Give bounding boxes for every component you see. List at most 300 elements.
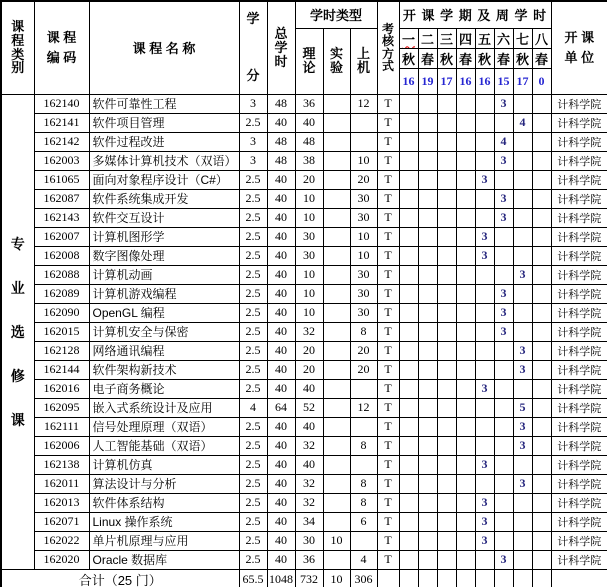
course-code: 162143 xyxy=(34,208,89,227)
computer-hours-value xyxy=(350,132,377,151)
semester-8-week-hours: 0 xyxy=(532,68,551,94)
computer-hours-value: 12 xyxy=(350,398,377,417)
total-hours-value: 40 xyxy=(267,322,295,341)
theory-hours-value: 32 xyxy=(295,322,323,341)
semester-5-hours: 3 xyxy=(475,170,494,189)
semester-1-hours xyxy=(399,284,418,303)
computer-hours-value: 30 xyxy=(350,303,377,322)
course-name: 单片机原理与应用 xyxy=(89,531,239,550)
category-char: 业 xyxy=(10,279,25,296)
header-semester-2-ordinal: 二 xyxy=(418,28,437,48)
assessment-value: T xyxy=(377,132,399,151)
header-assessment-text: 考 核 方 式 xyxy=(381,21,394,74)
total-offering-unit xyxy=(551,569,607,587)
lab-hours-value xyxy=(323,208,350,227)
total-hours-value: 40 xyxy=(267,436,295,455)
header-semester-3-ordinal: 三 xyxy=(437,28,456,48)
lab-hours-value xyxy=(323,170,350,189)
theory-hours-value: 40 xyxy=(295,379,323,398)
course-code: 162095 xyxy=(34,398,89,417)
semester-8-hours xyxy=(532,284,551,303)
credit-value: 2.5 xyxy=(239,303,267,322)
semester-2-hours xyxy=(418,474,437,493)
assessment-value: T xyxy=(377,379,399,398)
total-hours-value: 64 xyxy=(267,398,295,417)
lab-hours-value xyxy=(323,94,350,113)
semester-7-hours: 3 xyxy=(513,436,532,455)
semester-7-hours xyxy=(513,170,532,189)
semester-7-hours xyxy=(513,379,532,398)
semester-1-hours xyxy=(399,151,418,170)
course-name: 计算机安全与保密 xyxy=(89,322,239,341)
semester-2-hours xyxy=(418,151,437,170)
lab-hours-value xyxy=(323,474,350,493)
semester-7-hours xyxy=(513,322,532,341)
course-rows xyxy=(1,94,607,587)
semester-6-hours xyxy=(494,455,513,474)
offering-unit: 计科学院 xyxy=(551,455,607,474)
course-name: 计算机仿真 xyxy=(89,455,239,474)
total-theory: 732 xyxy=(295,569,323,587)
course-row xyxy=(1,170,607,189)
credit-value: 2.5 xyxy=(239,474,267,493)
header-offering-unit-text: 开 课 单 位 xyxy=(564,29,595,65)
theory-hours-value: 10 xyxy=(295,303,323,322)
semester-1-hours xyxy=(399,208,418,227)
semester-5-hours xyxy=(475,189,494,208)
semester-2-hours xyxy=(418,265,437,284)
course-code: 162020 xyxy=(34,550,89,569)
semester-8-hours xyxy=(532,341,551,360)
semester-4-hours xyxy=(456,113,475,132)
computer-hours-value: 6 xyxy=(350,512,377,531)
semester-7-hours xyxy=(513,208,532,227)
header-assessment xyxy=(377,1,399,94)
semester-5-hours: 3 xyxy=(475,227,494,246)
semester-5-hours: 3 xyxy=(475,246,494,265)
semester-8-hours xyxy=(532,303,551,322)
course-code: 162111 xyxy=(34,417,89,436)
semester-8-hours xyxy=(532,208,551,227)
semester-2-hours xyxy=(418,208,437,227)
semester-7-hours xyxy=(513,531,532,550)
course-name: 计算机游戏编程 xyxy=(89,284,239,303)
semester-1-hours xyxy=(399,360,418,379)
total-hours-value: 40 xyxy=(267,208,295,227)
assessment-value: T xyxy=(377,227,399,246)
header-course-code-text: 课 程 编 码 xyxy=(46,29,77,65)
header-lab-text: 实 验 xyxy=(329,46,343,75)
course-name: 算法设计与分析 xyxy=(89,474,239,493)
semester-8-hours xyxy=(532,493,551,512)
credit-value: 2.5 xyxy=(239,208,267,227)
computer-hours-value: 30 xyxy=(350,189,377,208)
total-computer: 306 xyxy=(350,569,377,587)
course-code: 162141 xyxy=(34,113,89,132)
semester-3-hours xyxy=(437,94,456,113)
course-code: 162087 xyxy=(34,189,89,208)
course-row xyxy=(1,284,607,303)
lab-hours-value xyxy=(323,493,350,512)
total-hours-value: 40 xyxy=(267,455,295,474)
spellcheck-squiggle: 一 xyxy=(401,31,415,47)
semester-4-hours xyxy=(456,322,475,341)
assessment-value: T xyxy=(377,531,399,550)
course-row xyxy=(1,474,607,493)
semester-6-hours xyxy=(494,417,513,436)
total-assessment xyxy=(377,569,399,587)
credit-value: 2.5 xyxy=(239,493,267,512)
semester-7-hours xyxy=(513,189,532,208)
assessment-value: T xyxy=(377,284,399,303)
offering-unit: 计科学院 xyxy=(551,170,607,189)
semester-7-hours xyxy=(513,227,532,246)
semester-4-hours xyxy=(456,151,475,170)
semester-7-hours: 3 xyxy=(513,341,532,360)
total-hours-value: 48 xyxy=(267,151,295,170)
theory-hours-value: 10 xyxy=(295,208,323,227)
semester-6-hours xyxy=(494,436,513,455)
theory-hours-value: 52 xyxy=(295,398,323,417)
computer-hours-value xyxy=(350,417,377,436)
credit-value: 2.5 xyxy=(239,531,267,550)
semester-5-hours xyxy=(475,360,494,379)
lab-hours-value xyxy=(323,550,350,569)
computer-hours-value: 4 xyxy=(350,550,377,569)
theory-hours-value: 40 xyxy=(295,113,323,132)
semester-8-hours xyxy=(532,322,551,341)
semester-3-hours xyxy=(437,417,456,436)
theory-hours-value: 48 xyxy=(295,132,323,151)
computer-hours-value: 30 xyxy=(350,265,377,284)
total-hours-value: 40 xyxy=(267,417,295,436)
header-computer-text: 上 机 xyxy=(356,46,370,75)
header-category xyxy=(1,1,34,94)
semester-4-hours xyxy=(456,132,475,151)
semester-6-hours: 3 xyxy=(494,303,513,322)
header-semester-5-season: 秋 xyxy=(475,48,494,68)
offering-unit: 计科学院 xyxy=(551,474,607,493)
semester-4-hours xyxy=(456,417,475,436)
header-credit-text: 学 分 xyxy=(246,10,260,84)
semester-5-hours xyxy=(475,417,494,436)
header-semester-8-ordinal: 八 xyxy=(532,28,551,48)
total-hours-value: 40 xyxy=(267,284,295,303)
semester-8-hours xyxy=(532,550,551,569)
total-hours-value: 48 xyxy=(267,132,295,151)
semester-2-hours xyxy=(418,550,437,569)
computer-hours-value: 8 xyxy=(350,322,377,341)
credit-value: 2.5 xyxy=(239,455,267,474)
semester-1-hours xyxy=(399,417,418,436)
course-code: 162088 xyxy=(34,265,89,284)
semester-1-week-hours: 16 xyxy=(399,68,418,94)
semester-1-hours xyxy=(399,493,418,512)
assessment-value: T xyxy=(377,360,399,379)
header-computer-hours xyxy=(350,28,377,94)
course-name: Linux 操作系统 xyxy=(89,512,239,531)
assessment-value: T xyxy=(377,322,399,341)
semester-5-hours xyxy=(475,208,494,227)
semester-4-hours xyxy=(456,284,475,303)
course-row xyxy=(1,113,607,132)
credit-value: 2.5 xyxy=(239,284,267,303)
semester-8-hours xyxy=(532,455,551,474)
lab-hours-value xyxy=(323,360,350,379)
computer-hours-value: 20 xyxy=(350,341,377,360)
offering-unit: 计科学院 xyxy=(551,360,607,379)
semester-3-hours xyxy=(437,436,456,455)
total-hours-value: 40 xyxy=(267,303,295,322)
semester-8-hours xyxy=(532,227,551,246)
course-code: 162089 xyxy=(34,284,89,303)
computer-hours-value: 10 xyxy=(350,246,377,265)
total-semester-5 xyxy=(475,569,494,587)
semester-3-hours xyxy=(437,246,456,265)
semester-7-hours: 5 xyxy=(513,398,532,417)
credit-value: 2.5 xyxy=(239,550,267,569)
credit-value: 3 xyxy=(239,132,267,151)
theory-hours-value: 32 xyxy=(295,436,323,455)
theory-hours-value: 10 xyxy=(295,189,323,208)
theory-hours-value: 32 xyxy=(295,493,323,512)
total-hours-value: 40 xyxy=(267,550,295,569)
semester-2-hours xyxy=(418,360,437,379)
course-code: 162090 xyxy=(34,303,89,322)
course-row xyxy=(1,151,607,170)
total-hours-value: 40 xyxy=(267,379,295,398)
offering-unit: 计科学院 xyxy=(551,550,607,569)
course-name: 软件可靠性工程 xyxy=(89,94,239,113)
computer-hours-value: 20 xyxy=(350,170,377,189)
computer-hours-value: 12 xyxy=(350,94,377,113)
semester-6-hours xyxy=(494,531,513,550)
computer-hours-value: 30 xyxy=(350,284,377,303)
semester-8-hours xyxy=(532,512,551,531)
semester-7-hours xyxy=(513,246,532,265)
course-name: 软件系统集成开发 xyxy=(89,189,239,208)
semester-2-hours xyxy=(418,189,437,208)
theory-hours-value: 10 xyxy=(295,265,323,284)
header-theory-text: 理 论 xyxy=(302,46,316,75)
course-row xyxy=(1,265,607,284)
course-code: 162011 xyxy=(34,474,89,493)
semester-3-hours xyxy=(437,398,456,417)
offering-unit: 计科学院 xyxy=(551,227,607,246)
theory-hours-value: 36 xyxy=(295,94,323,113)
credit-value: 2.5 xyxy=(239,227,267,246)
semester-1-hours xyxy=(399,512,418,531)
semester-7-hours xyxy=(513,94,532,113)
theory-hours-value: 20 xyxy=(295,341,323,360)
semester-6-hours: 3 xyxy=(494,550,513,569)
total-semester-6 xyxy=(494,569,513,587)
semester-7-hours: 3 xyxy=(513,417,532,436)
course-code: 162006 xyxy=(34,436,89,455)
header-semester-7-season: 秋 xyxy=(513,48,532,68)
credit-value: 4 xyxy=(239,398,267,417)
semester-3-hours xyxy=(437,113,456,132)
course-code: 162008 xyxy=(34,246,89,265)
semester-6-hours: 4 xyxy=(494,132,513,151)
assessment-value: T xyxy=(377,417,399,436)
course-row xyxy=(1,455,607,474)
header-semester-3-season: 秋 xyxy=(437,48,456,68)
assessment-value: T xyxy=(377,493,399,512)
semester-4-hours xyxy=(456,455,475,474)
category-char: 课 xyxy=(10,411,25,428)
credit-value: 2.5 xyxy=(239,322,267,341)
course-code: 162144 xyxy=(34,360,89,379)
semester-2-hours xyxy=(418,132,437,151)
assessment-value: T xyxy=(377,398,399,417)
lab-hours-value xyxy=(323,398,350,417)
lab-hours-value xyxy=(323,417,350,436)
semester-2-hours xyxy=(418,227,437,246)
semester-2-hours xyxy=(418,284,437,303)
header-category-text: 课 程 类 别 xyxy=(11,19,25,76)
credit-value: 2.5 xyxy=(239,436,267,455)
semester-3-hours xyxy=(437,360,456,379)
course-row xyxy=(1,227,607,246)
course-row xyxy=(1,189,607,208)
semester-4-hours xyxy=(456,379,475,398)
semester-3-hours xyxy=(437,512,456,531)
course-name: 网络通讯编程 xyxy=(89,341,239,360)
course-row xyxy=(1,208,607,227)
semester-8-hours xyxy=(532,189,551,208)
total-hours-value: 40 xyxy=(267,189,295,208)
total-credit: 65.5 xyxy=(239,569,267,587)
semester-7-hours xyxy=(513,512,532,531)
course-row xyxy=(1,398,607,417)
computer-hours-value xyxy=(350,531,377,550)
offering-unit: 计科学院 xyxy=(551,493,607,512)
semester-7-hours xyxy=(513,132,532,151)
semester-5-hours: 3 xyxy=(475,379,494,398)
semester-8-hours xyxy=(532,379,551,398)
assessment-value: T xyxy=(377,151,399,170)
header-course-code xyxy=(34,1,89,94)
assessment-value: T xyxy=(377,189,399,208)
semester-6-hours: 3 xyxy=(494,94,513,113)
credit-value: 2.5 xyxy=(239,189,267,208)
semester-3-hours xyxy=(437,341,456,360)
total-hours-value: 40 xyxy=(267,360,295,379)
semester-4-hours xyxy=(456,360,475,379)
category-char: 选 xyxy=(10,323,25,340)
semester-7-hours: 3 xyxy=(513,360,532,379)
lab-hours-value xyxy=(323,455,350,474)
semester-4-hours xyxy=(456,227,475,246)
assessment-value: T xyxy=(377,113,399,132)
course-name: 软件交互设计 xyxy=(89,208,239,227)
offering-unit: 计科学院 xyxy=(551,417,607,436)
course-code: 162007 xyxy=(34,227,89,246)
theory-hours-value: 20 xyxy=(295,360,323,379)
semester-2-hours xyxy=(418,436,437,455)
semester-3-hours xyxy=(437,132,456,151)
offering-unit: 计科学院 xyxy=(551,132,607,151)
semester-1-hours xyxy=(399,246,418,265)
semester-6-hours xyxy=(494,398,513,417)
semester-7-hours: 3 xyxy=(513,474,532,493)
semester-3-hours xyxy=(437,284,456,303)
credit-value: 2.5 xyxy=(239,360,267,379)
semester-1-hours xyxy=(399,303,418,322)
course-code: 161065 xyxy=(34,170,89,189)
course-code: 162013 xyxy=(34,493,89,512)
semester-8-hours xyxy=(532,417,551,436)
assessment-value: T xyxy=(377,474,399,493)
credit-value: 3 xyxy=(239,151,267,170)
course-row xyxy=(1,322,607,341)
semester-2-hours xyxy=(418,246,437,265)
semester-2-hours xyxy=(418,303,437,322)
semester-4-hours xyxy=(456,265,475,284)
semester-5-hours xyxy=(475,436,494,455)
semester-1-hours xyxy=(399,132,418,151)
semester-6-hours: 3 xyxy=(494,322,513,341)
semester-3-hours xyxy=(437,265,456,284)
offering-unit: 计科学院 xyxy=(551,246,607,265)
semester-1-hours xyxy=(399,436,418,455)
category-label xyxy=(2,234,34,430)
header-semester-4-ordinal: 四 xyxy=(456,28,475,48)
lab-hours-value xyxy=(323,512,350,531)
total-row xyxy=(1,569,607,587)
offering-unit: 计科学院 xyxy=(551,94,607,113)
total-semester-3 xyxy=(437,569,456,587)
semester-7-hours xyxy=(513,455,532,474)
semester-8-hours xyxy=(532,360,551,379)
course-name: 计算机图形学 xyxy=(89,227,239,246)
course-row xyxy=(1,132,607,151)
course-row xyxy=(1,436,607,455)
semester-5-hours xyxy=(475,284,494,303)
theory-hours-value: 30 xyxy=(295,246,323,265)
theory-hours-value: 34 xyxy=(295,512,323,531)
computer-hours-value xyxy=(350,379,377,398)
semester-2-hours xyxy=(418,417,437,436)
semester-5-hours xyxy=(475,151,494,170)
header-credit xyxy=(239,1,267,94)
semester-2-week-hours: 19 xyxy=(418,68,437,94)
semester-4-hours xyxy=(456,436,475,455)
lab-hours-value xyxy=(323,303,350,322)
semester-1-hours xyxy=(399,455,418,474)
header-semester-1-season: 秋 xyxy=(399,48,418,68)
semester-3-hours xyxy=(437,189,456,208)
assessment-value: T xyxy=(377,550,399,569)
semester-8-hours xyxy=(532,132,551,151)
semester-8-hours xyxy=(532,531,551,550)
semester-6-hours xyxy=(494,341,513,360)
total-hours-value: 40 xyxy=(267,493,295,512)
total-semester-7 xyxy=(513,569,532,587)
offering-unit: 计科学院 xyxy=(551,151,607,170)
header-semester-4-season: 春 xyxy=(456,48,475,68)
offering-unit: 计科学院 xyxy=(551,341,607,360)
offering-unit: 计科学院 xyxy=(551,436,607,455)
semester-4-hours xyxy=(456,531,475,550)
semester-1-hours xyxy=(399,170,418,189)
header-hour-type-group: 学时类型 xyxy=(295,1,377,28)
course-row xyxy=(1,341,607,360)
semester-6-hours: 3 xyxy=(494,208,513,227)
header-total-hours-text: 总 学 时 xyxy=(274,26,288,69)
semester-2-hours xyxy=(418,379,437,398)
